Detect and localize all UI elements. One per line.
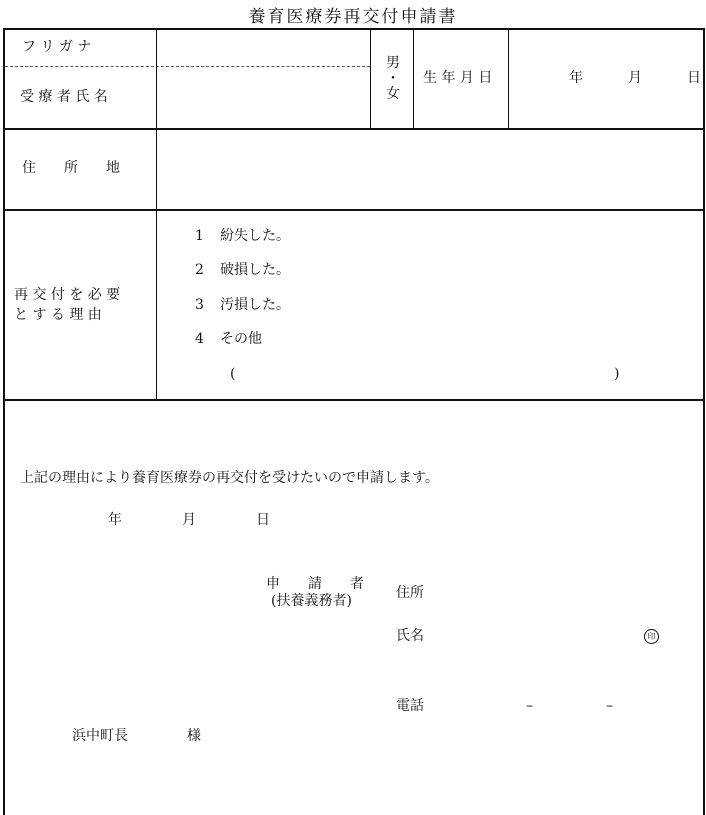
label-column-divider (156, 28, 157, 400)
birth-month: 月 (628, 70, 642, 86)
patient-name-label: 受 療 者 氏 名 (20, 89, 108, 105)
frame-right (703, 28, 705, 815)
furigana-dashed-line (5, 66, 370, 67)
reason-text-2: 破損した。 (220, 262, 290, 278)
sex-female: 女 (386, 86, 400, 102)
row-divider-2 (3, 209, 705, 211)
seal-mark: 印 (644, 629, 659, 644)
reason-num-3: 3 (195, 297, 204, 313)
addressee-name: 浜中町長 (72, 728, 128, 744)
reason-text-4: その他 (220, 331, 262, 347)
sex-separator: ・ (386, 71, 400, 87)
application-statement: 上記の理由により養育医療券の再交付を受けたいので申請します。 (20, 470, 439, 486)
reason-text-3: 汚損した。 (220, 297, 290, 313)
frame-left (3, 28, 5, 815)
birthdate-label: 生 年 月 日 (423, 70, 493, 86)
phone-dash-1: – (526, 698, 533, 714)
row-divider-1 (3, 128, 705, 130)
date-year: 年 (108, 512, 122, 528)
birth-year: 年 (569, 70, 583, 86)
date-day: 日 (256, 512, 270, 528)
other-paren-close: ) (614, 366, 620, 382)
other-paren-open: ( (230, 366, 236, 382)
sex-male: 男 (386, 55, 400, 71)
applicant-label: 申 請 者 (266, 576, 364, 592)
birth-day: 日 (687, 70, 701, 86)
sex-column-right (413, 28, 414, 129)
applicant-address-label: 住所 (396, 585, 424, 601)
applicant-sublabel: (扶養義務者) (271, 593, 352, 609)
date-month: 月 (182, 512, 196, 528)
reason-label-line2: と す る 理 由 (14, 307, 102, 323)
addressee-honorific: 様 (187, 728, 201, 744)
reason-text-1: 紛失した。 (220, 228, 290, 244)
reason-num-4: 4 (195, 331, 204, 347)
phone-dash-2: – (606, 698, 613, 714)
document-title: 養育医療券再交付申請書 (248, 7, 458, 27)
phone-label: 電話 (396, 698, 424, 714)
birth-column-divider (508, 28, 509, 129)
frame-top (3, 28, 705, 30)
address-label: 住 所 地 (22, 160, 120, 176)
applicant-name-label: 氏名 (396, 628, 424, 644)
reason-num-1: 1 (195, 228, 204, 244)
reason-num-2: 2 (195, 262, 204, 278)
row-divider-3 (3, 399, 705, 401)
sex-column-left (370, 28, 371, 129)
furigana-label: フ リ ガ ナ (22, 39, 92, 55)
reason-label-line1: 再 交 付 を 必 要 (14, 287, 121, 303)
